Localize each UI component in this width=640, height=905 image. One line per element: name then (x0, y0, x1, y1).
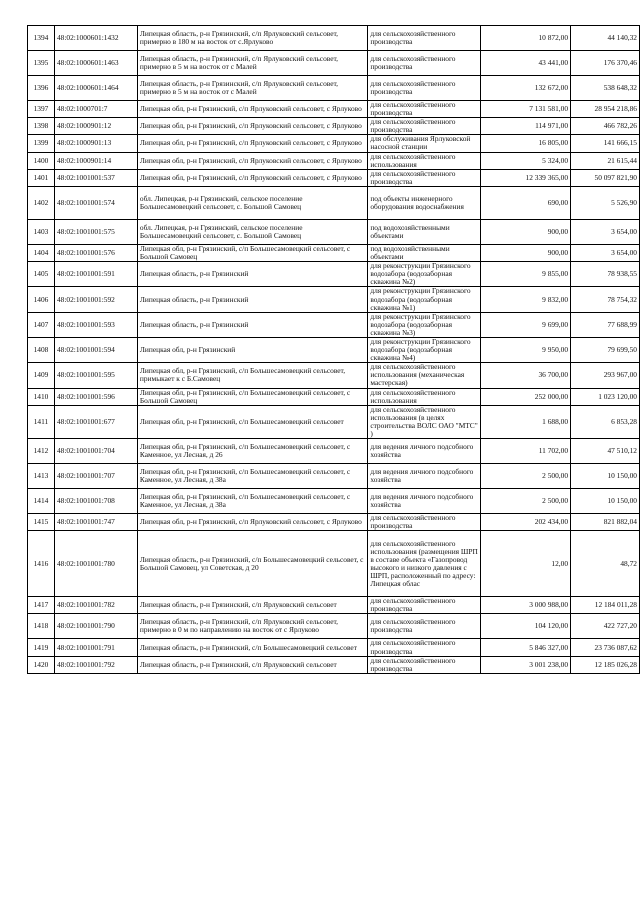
address-cell: Липецкая обл, р-н Грязинский, с/п Большесамовецкий сельсовет (137, 405, 367, 438)
cadastral-number-cell: 48:02:1001001:790 (54, 614, 137, 639)
area-cell: 3 001 238,00 (481, 656, 571, 673)
cadastral-number-cell: 48:02:1001001:708 (54, 489, 137, 514)
address-cell: Липецкая обл, р-н Грязинский, с/п Ярлуковский сельсовет, с Ярлуково (137, 514, 367, 531)
table-row (28, 656, 640, 673)
area-cell: 5 846 327,00 (481, 639, 571, 656)
cadastral-value-cell: 48,72 (571, 531, 640, 597)
address-cell: Липецкая область, р-н Грязинский, с/п Большесамовецкий сельсовет (137, 639, 367, 656)
cadastral-value-cell: 3 654,00 (571, 219, 640, 244)
address-cell: Липецкая обл, р-н Грязинский, с/п Большесамовецкий сельсовет, с Большой Самовец (137, 388, 367, 405)
cadastral-value-cell: 821 882,04 (571, 514, 640, 531)
table-row (28, 219, 640, 244)
area-cell: 104 120,00 (481, 614, 571, 639)
purpose-cell: для реконструкции Грязинского водозабора (водозаборная скважина №1) (368, 287, 481, 312)
table-row (28, 439, 640, 464)
purpose-cell: для сельскохозяйственного производства (368, 26, 481, 51)
cadastral-number-cell: 48:02:1001001:592 (54, 287, 137, 312)
address-cell: Липецкая обл, р-н Грязинский, с/п Большесамовецкий сельсовет, примыкает к с Б.Самовец (137, 363, 367, 388)
row-number-cell: 1412 (28, 439, 55, 464)
purpose-cell: под водохозяйственными объектами (368, 244, 481, 261)
area-cell: 132 672,00 (481, 76, 571, 101)
address-cell: обл. Липецкая, р-н Грязинский, сельское поселение Большесамовецкий сельсовет, с. Большой Самовец (137, 219, 367, 244)
address-cell: обл. Липецкая, р-н Грязинский, сельское поселение Большесамовецкий сельсовет, с. Большой Самовец (137, 186, 367, 219)
purpose-cell: для сельскохозяйственного производства (368, 514, 481, 531)
cadastral-value-cell: 176 370,46 (571, 51, 640, 76)
cadastral-number-cell: 48:02:1000701:7 (54, 101, 137, 118)
table-row (28, 26, 640, 51)
purpose-cell: под водохозяйственными объектами (368, 219, 481, 244)
cadastral-value-cell: 10 150,00 (571, 489, 640, 514)
table-row (28, 337, 640, 362)
area-cell: 3 000 988,00 (481, 597, 571, 614)
cadastral-number-cell: 48:02:1000601:1432 (54, 26, 137, 51)
cadastral-number-cell: 48:02:1001001:791 (54, 639, 137, 656)
table-row (28, 363, 640, 388)
purpose-cell: под объекты инженерного оборудования водоснабжения (368, 186, 481, 219)
row-number-cell: 1419 (28, 639, 55, 656)
address-cell: Липецкая обл, р-н Грязинский, с/п Ярлуковский сельсовет, с Ярлуково (137, 135, 367, 152)
land-plots-table (27, 25, 640, 674)
cadastral-value-cell: 28 954 218,86 (571, 101, 640, 118)
purpose-cell: для сельскохозяйственного производства (368, 597, 481, 614)
cadastral-number-cell: 48:02:1001001:594 (54, 337, 137, 362)
row-number-cell: 1394 (28, 26, 55, 51)
area-cell: 9 855,00 (481, 262, 571, 287)
row-number-cell: 1413 (28, 464, 55, 489)
purpose-cell: для сельскохозяйственного производства (368, 656, 481, 673)
row-number-cell: 1416 (28, 531, 55, 597)
row-number-cell: 1406 (28, 287, 55, 312)
row-number-cell: 1400 (28, 152, 55, 169)
cadastral-number-cell: 48:02:1000601:1464 (54, 76, 137, 101)
cadastral-number-cell: 48:02:1001001:782 (54, 597, 137, 614)
cadastral-value-cell: 78 754,32 (571, 287, 640, 312)
purpose-cell: для сельскохозяйственного производства (368, 118, 481, 135)
area-cell: 7 131 581,00 (481, 101, 571, 118)
table-row (28, 597, 640, 614)
table-row (28, 244, 640, 261)
area-cell: 10 872,00 (481, 26, 571, 51)
cadastral-number-cell: 48:02:1001001:593 (54, 312, 137, 337)
row-number-cell: 1415 (28, 514, 55, 531)
area-cell: 900,00 (481, 244, 571, 261)
cadastral-value-cell: 12 184 011,28 (571, 597, 640, 614)
address-cell: Липецкая обл, р-н Грязинский, с/п Большесамовецкий сельсовет, с Каменное, ул Лесная, д 26 (137, 439, 367, 464)
purpose-cell: для сельскохозяйственного использования (размещения ШРП в составе объекта «Газопровод высокого и низкого давления с ШРП, расположенный по адресу: Липецкая облас (368, 531, 481, 597)
address-cell: Липецкая обл, р-н Грязинский, с/п Ярлуковский сельсовет, с Ярлуково (137, 152, 367, 169)
purpose-cell: для ведения личного подсобного хозяйства (368, 489, 481, 514)
table-row (28, 169, 640, 186)
area-cell: 2 500,00 (481, 464, 571, 489)
row-number-cell: 1404 (28, 244, 55, 261)
cadastral-value-cell: 1 023 120,00 (571, 388, 640, 405)
row-number-cell: 1398 (28, 118, 55, 135)
cadastral-value-cell: 10 150,00 (571, 464, 640, 489)
area-cell: 16 805,00 (481, 135, 571, 152)
area-cell: 43 441,00 (481, 51, 571, 76)
purpose-cell: для сельскохозяйственного использования (368, 388, 481, 405)
row-number-cell: 1414 (28, 489, 55, 514)
table-row (28, 287, 640, 312)
row-number-cell: 1418 (28, 614, 55, 639)
area-cell: 12,00 (481, 531, 571, 597)
address-cell: Липецкая область, р-н Грязинский, с/п Ярлуковский сельсовет, примерно в 0 м по направлению на восток от с Ярлуково (137, 614, 367, 639)
purpose-cell: для реконструкции Грязинского водозабора (водозаборная скважина №4) (368, 337, 481, 362)
area-cell: 114 971,00 (481, 118, 571, 135)
table-row (28, 614, 640, 639)
cadastral-number-cell: 48:02:1000901:12 (54, 118, 137, 135)
purpose-cell: для сельскохозяйственного использования (368, 152, 481, 169)
row-number-cell: 1395 (28, 51, 55, 76)
cadastral-value-cell: 47 510,12 (571, 439, 640, 464)
purpose-cell: для ведения личного подсобного хозяйства (368, 439, 481, 464)
address-cell: Липецкая область, р-н Грязинский, с/п Ярлуковский сельсовет (137, 656, 367, 673)
address-cell: Липецкая область, р-н Грязинский (137, 262, 367, 287)
cadastral-number-cell: 48:02:1001001:780 (54, 531, 137, 597)
address-cell: Липецкая обл, р-н Грязинский (137, 337, 367, 362)
table-row (28, 186, 640, 219)
table-row (28, 152, 640, 169)
purpose-cell: для обслуживания Ярлуковской насосной станции (368, 135, 481, 152)
cadastral-value-cell: 3 654,00 (571, 244, 640, 261)
row-number-cell: 1397 (28, 101, 55, 118)
purpose-cell: для сельскохозяйственного производства (368, 639, 481, 656)
row-number-cell: 1420 (28, 656, 55, 673)
row-number-cell: 1405 (28, 262, 55, 287)
row-number-cell: 1411 (28, 405, 55, 438)
cadastral-value-cell: 293 967,00 (571, 363, 640, 388)
purpose-cell: для сельскохозяйственного производства (368, 101, 481, 118)
cadastral-value-cell: 78 938,55 (571, 262, 640, 287)
cadastral-number-cell: 48:02:1001001:677 (54, 405, 137, 438)
cadastral-value-cell: 141 666,15 (571, 135, 640, 152)
purpose-cell: для реконструкции Грязинского водозабора (водозаборная скважина №2) (368, 262, 481, 287)
cadastral-value-cell: 23 736 087,62 (571, 639, 640, 656)
row-number-cell: 1417 (28, 597, 55, 614)
address-cell: Липецкая обл, р-н Грязинский, с/п Большесамовецкий сельсовет, с Каменное, ул Лесная, д 38а (137, 464, 367, 489)
address-cell: Липецкая обл, р-н Грязинский, с/п Большесамовецкий сельсовет, с Большой Самовец (137, 244, 367, 261)
table-row (28, 531, 640, 597)
row-number-cell: 1396 (28, 76, 55, 101)
area-cell: 5 324,00 (481, 152, 571, 169)
table-row (28, 51, 640, 76)
area-cell: 9 832,00 (481, 287, 571, 312)
area-cell: 900,00 (481, 219, 571, 244)
cadastral-value-cell: 466 782,26 (571, 118, 640, 135)
cadastral-number-cell: 48:02:1001001:591 (54, 262, 137, 287)
cadastral-number-cell: 48:02:1001001:537 (54, 169, 137, 186)
cadastral-value-cell: 50 097 821,90 (571, 169, 640, 186)
purpose-cell: для сельскохозяйственного производства (368, 169, 481, 186)
area-cell: 11 702,00 (481, 439, 571, 464)
cadastral-value-cell: 44 140,32 (571, 26, 640, 51)
row-number-cell: 1410 (28, 388, 55, 405)
row-number-cell: 1399 (28, 135, 55, 152)
address-cell: Липецкая обл, р-н Грязинский, с/п Большесамовецкий сельсовет, с Каменное, ул Лесная, д 38а (137, 489, 367, 514)
cadastral-number-cell: 48:02:1001001:596 (54, 388, 137, 405)
cadastral-value-cell: 79 699,50 (571, 337, 640, 362)
area-cell: 36 700,00 (481, 363, 571, 388)
row-number-cell: 1408 (28, 337, 55, 362)
table-row (28, 312, 640, 337)
table-row (28, 135, 640, 152)
address-cell: Липецкая область, р-н Грязинский, с/п Ярлуковский сельсовет, примерно в 5 м на восток от с Малей (137, 76, 367, 101)
row-number-cell: 1407 (28, 312, 55, 337)
row-number-cell: 1401 (28, 169, 55, 186)
cadastral-value-cell: 5 526,90 (571, 186, 640, 219)
cadastral-number-cell: 48:02:1001001:575 (54, 219, 137, 244)
area-cell: 1 688,00 (481, 405, 571, 438)
table-row (28, 405, 640, 438)
area-cell: 2 500,00 (481, 489, 571, 514)
cadastral-number-cell: 48:02:1001001:574 (54, 186, 137, 219)
row-number-cell: 1402 (28, 186, 55, 219)
table-row (28, 262, 640, 287)
area-cell: 12 339 365,00 (481, 169, 571, 186)
cadastral-value-cell: 6 853,28 (571, 405, 640, 438)
purpose-cell: для сельскохозяйственного производства (368, 76, 481, 101)
cadastral-value-cell: 12 185 026,28 (571, 656, 640, 673)
address-cell: Липецкая обл, р-н Грязинский, с/п Ярлуковский сельсовет, с Ярлуково (137, 118, 367, 135)
cadastral-number-cell: 48:02:1001001:707 (54, 464, 137, 489)
cadastral-value-cell: 21 615,44 (571, 152, 640, 169)
cadastral-value-cell: 422 727,20 (571, 614, 640, 639)
cadastral-number-cell: 48:02:1001001:792 (54, 656, 137, 673)
area-cell: 9 699,00 (481, 312, 571, 337)
address-cell: Липецкая обл, р-н Грязинский, с/п Ярлуковский сельсовет, с Ярлуково (137, 169, 367, 186)
purpose-cell: для сельскохозяйственного использования (в целях строительства ВОЛС ОАО "МТС" ) (368, 405, 481, 438)
table-row (28, 639, 640, 656)
cadastral-value-cell: 538 648,32 (571, 76, 640, 101)
cadastral-number-cell: 48:02:1001001:747 (54, 514, 137, 531)
table-row (28, 118, 640, 135)
address-cell: Липецкая обл, р-н Грязинский, с/п Ярлуковский сельсовет, с Ярлуково (137, 101, 367, 118)
table-row (28, 514, 640, 531)
table-row (28, 101, 640, 118)
cadastral-number-cell: 48:02:1001001:595 (54, 363, 137, 388)
cadastral-number-cell: 48:02:1000601:1463 (54, 51, 137, 76)
table-row (28, 489, 640, 514)
table-row (28, 464, 640, 489)
address-cell: Липецкая область, р-н Грязинский (137, 287, 367, 312)
purpose-cell: для сельскохозяйственного производства (368, 614, 481, 639)
address-cell: Липецкая область, р-н Грязинский (137, 312, 367, 337)
table-body (28, 26, 640, 674)
cadastral-number-cell: 48:02:1001001:576 (54, 244, 137, 261)
purpose-cell: для реконструкции Грязинского водозабора (водозаборная скважина №3) (368, 312, 481, 337)
area-cell: 9 950,00 (481, 337, 571, 362)
row-number-cell: 1403 (28, 219, 55, 244)
cadastral-number-cell: 48:02:1000901:13 (54, 135, 137, 152)
address-cell: Липецкая область, р-н Грязинский, с/п Ярлуковский сельсовет, примерно в 180 м на восток от с.Ярлуково (137, 26, 367, 51)
cadastral-number-cell: 48:02:1000901:14 (54, 152, 137, 169)
table-row (28, 76, 640, 101)
cadastral-number-cell: 48:02:1001001:704 (54, 439, 137, 464)
row-number-cell: 1409 (28, 363, 55, 388)
area-cell: 690,00 (481, 186, 571, 219)
cadastral-value-cell: 77 688,99 (571, 312, 640, 337)
table-row (28, 388, 640, 405)
purpose-cell: для сельскохозяйственного использования (механическая мастерская) (368, 363, 481, 388)
area-cell: 202 434,00 (481, 514, 571, 531)
purpose-cell: для ведения личного подсобного хозяйства (368, 464, 481, 489)
area-cell: 252 000,00 (481, 388, 571, 405)
address-cell: Липецкая область, р-н Грязинский, с/п Ярлуковский сельсовет (137, 597, 367, 614)
address-cell: Липецкая область, р-н Грязинский, с/п Большесамовецкий сельсовет, с Большой Самовец, ул Советская, д 20 (137, 531, 367, 597)
purpose-cell: для сельскохозяйственного производства (368, 51, 481, 76)
address-cell: Липецкая область, р-н Грязинский, с/п Ярлуковский сельсовет, примерно в 5 м на восток от с Малей (137, 51, 367, 76)
